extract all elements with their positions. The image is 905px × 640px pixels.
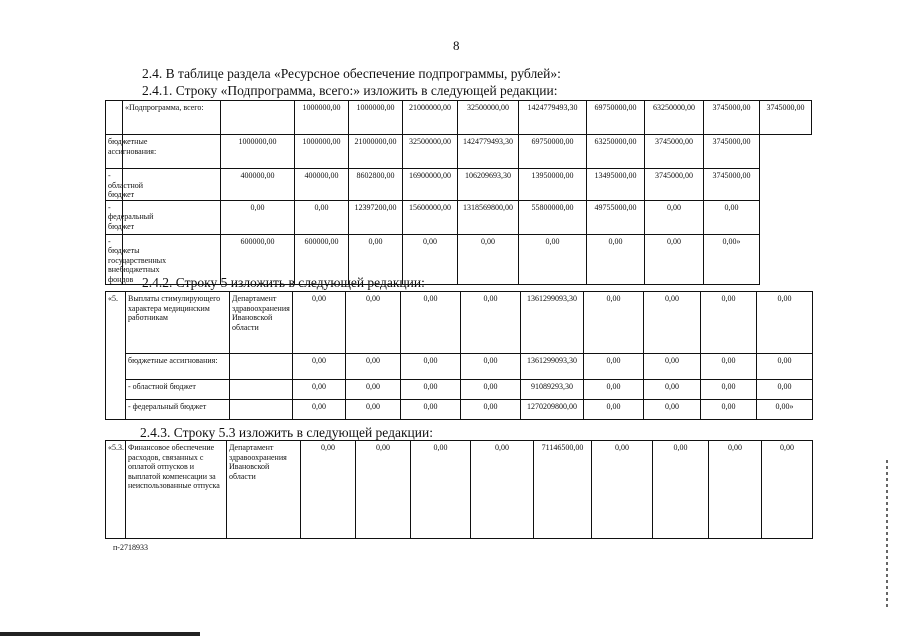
value-cell: 8602800,00 [349, 169, 403, 201]
subsection-heading-1: 2.4.1. Строку «Подпрограмма, всего:» изложить в следующей редакции: [142, 83, 558, 98]
value-cell: 0,00 [458, 234, 519, 285]
table-subprogram-total [105, 100, 812, 285]
value-cell: 0,00 [709, 441, 762, 539]
value-cell: 0,00 [701, 380, 757, 400]
value-cell: 400000,00 [221, 169, 295, 201]
value-cell: 0,00 [701, 354, 757, 380]
value-cell: 0,00 [584, 400, 644, 420]
department-cell [230, 354, 293, 380]
value-cell: 63250000,00 [645, 101, 704, 135]
value-cell: 0,00 [401, 354, 461, 380]
value-cell: 0,00 [349, 234, 403, 285]
row-label: - федеральный бюджет [126, 400, 230, 420]
department-cell [230, 380, 293, 400]
value-cell: 400000,00 [295, 169, 349, 201]
value-cell: 0,00 [461, 380, 521, 400]
row-label: «Подпрограмма, всего: [123, 101, 221, 135]
value-cell: 32500000,00 [458, 101, 519, 135]
table-row [106, 101, 812, 135]
value-cell: 0,00 [301, 441, 356, 539]
row-label: Выплаты стимулирующего характера медицинским работникам [126, 292, 230, 354]
value-cell: 0,00 [645, 234, 704, 285]
value-cell: 0,00 [645, 200, 704, 234]
table-row [106, 200, 812, 234]
value-cell: 0,00 [346, 380, 401, 400]
value-cell: 69750000,00 [587, 101, 645, 135]
value-cell: 0,00 [461, 292, 521, 354]
value-cell: 55800000,00 [519, 200, 587, 234]
value-cell: 1000000,00 [349, 101, 403, 135]
row-label: - федеральный бюджет [106, 200, 123, 234]
value-cell: 0,00 [411, 441, 471, 539]
value-cell: 0,00 [704, 200, 760, 234]
table-row [106, 400, 813, 420]
table-row [106, 380, 813, 400]
value-cell: 0,00 [293, 354, 346, 380]
subsection-heading-3: 2.4.3. Строку 5.3 изложить в следующей редакции: [140, 425, 433, 440]
table-row-5 [105, 291, 813, 420]
department-cell: Департамент здравоохранения Ивановской области [230, 292, 293, 354]
value-cell: 69750000,00 [519, 135, 587, 169]
scan-edge-line [0, 632, 200, 636]
document-code: п-2718933 [113, 543, 148, 552]
row-label: - областной бюджет [126, 380, 230, 400]
value-cell: 3745000,00 [704, 101, 760, 135]
value-cell: 0,00 [592, 441, 653, 539]
value-cell: 600000,00 [295, 234, 349, 285]
value-cell: 0,00 [293, 380, 346, 400]
value-cell: 0,00 [401, 292, 461, 354]
value-cell: 0,00 [644, 380, 701, 400]
value-cell: 1424779493,30 [519, 101, 587, 135]
value-cell: 0,00 [293, 292, 346, 354]
value-cell: 21000000,00 [403, 101, 458, 135]
table-row [106, 135, 812, 169]
value-cell: 0,00 [519, 234, 587, 285]
value-cell: 3745000,00 [704, 135, 760, 169]
value-cell: 0,00 [701, 292, 757, 354]
subsection-heading-2: 2.4.2. Строку 5 изложить в следующей редакции: [142, 275, 425, 290]
value-cell: 0,00 [584, 354, 644, 380]
value-cell: 1000000,00 [295, 101, 349, 135]
value-cell: 0,00 [587, 234, 645, 285]
value-cell: 0,00 [461, 400, 521, 420]
value-cell: 0,00 [584, 380, 644, 400]
department-cell [230, 400, 293, 420]
value-cell: 0,00 [653, 441, 709, 539]
row-label: - бюджеты государственных внебюджетных фондов [106, 234, 123, 285]
value-cell: 16900000,00 [403, 169, 458, 201]
value-cell: 0,00 [701, 400, 757, 420]
value-cell: 13950000,00 [519, 169, 587, 201]
value-cell: 21000000,00 [349, 135, 403, 169]
value-cell: 1424779493,30 [458, 135, 519, 169]
value-cell: 0,00» [704, 234, 760, 285]
value-cell: 63250000,00 [587, 135, 645, 169]
value-cell: 0,00 [757, 292, 813, 354]
value-cell: 3745000,00 [704, 169, 760, 201]
page-number: 8 [453, 38, 460, 53]
row-number-cell: «5. [106, 292, 126, 420]
value-cell: 3745000,00 [645, 169, 704, 201]
department-cell [221, 101, 295, 135]
value-cell: 0,00 [757, 354, 813, 380]
row-number-cell: «5.3. [106, 441, 126, 539]
value-cell: 3745000,00 [645, 135, 704, 169]
value-cell: 0,00» [757, 400, 813, 420]
table-row [106, 354, 813, 380]
value-cell: 3745000,00 [760, 101, 812, 135]
value-cell: 1318569800,00 [458, 200, 519, 234]
value-cell: 106209693,30 [458, 169, 519, 201]
department-cell: Департамент здравоохранения Ивановской области [227, 441, 301, 539]
value-cell: 0,00 [762, 441, 813, 539]
value-cell: 1361299093,30 [521, 292, 584, 354]
value-cell: 0,00 [584, 292, 644, 354]
value-cell: 13495000,00 [587, 169, 645, 201]
value-cell: 91089293,30 [521, 380, 584, 400]
value-cell: 0,00 [221, 200, 295, 234]
value-cell: 0,00 [644, 292, 701, 354]
scan-edge-marks [886, 460, 888, 610]
value-cell: 0,00 [356, 441, 411, 539]
value-cell: 0,00 [403, 234, 458, 285]
value-cell: 0,00 [401, 400, 461, 420]
value-cell: 0,00 [346, 354, 401, 380]
value-cell: 12397200,00 [349, 200, 403, 234]
value-cell: 49755000,00 [587, 200, 645, 234]
value-cell: 0,00 [295, 200, 349, 234]
row-label: - областной бюджет [106, 169, 123, 201]
value-cell: 0,00 [644, 400, 701, 420]
value-cell: 0,00 [461, 354, 521, 380]
row-label: бюджетные ассигнования: [126, 354, 230, 380]
value-cell: 1361299093,30 [521, 354, 584, 380]
table-row [106, 169, 812, 201]
value-cell: 0,00 [346, 400, 401, 420]
value-cell: 0,00 [644, 354, 701, 380]
table-row [106, 441, 813, 539]
value-cell: 1000000,00 [295, 135, 349, 169]
value-cell: 71146500,00 [534, 441, 592, 539]
row-number-cell [106, 101, 123, 135]
value-cell: 1000000,00 [221, 135, 295, 169]
value-cell: 0,00 [471, 441, 534, 539]
row-label: Финансовое обеспечение расходов, связанных с оплатой отпусков и выплатой компенсации за неиспользованные отпуска [126, 441, 227, 539]
row-label: бюджетные ассигнования: [106, 135, 123, 169]
table-row-5-3 [105, 440, 813, 539]
table-row [106, 292, 813, 354]
section-heading: 2.4. В таблице раздела «Ресурсное обеспечение подпрограммы, рублей»: [142, 66, 561, 81]
value-cell: 0,00 [757, 380, 813, 400]
value-cell: 32500000,00 [403, 135, 458, 169]
value-cell: 0,00 [293, 400, 346, 420]
value-cell: 0,00 [401, 380, 461, 400]
value-cell: 600000,00 [221, 234, 295, 285]
value-cell: 0,00 [346, 292, 401, 354]
value-cell: 15600000,00 [403, 200, 458, 234]
value-cell: 1270209800,00 [521, 400, 584, 420]
